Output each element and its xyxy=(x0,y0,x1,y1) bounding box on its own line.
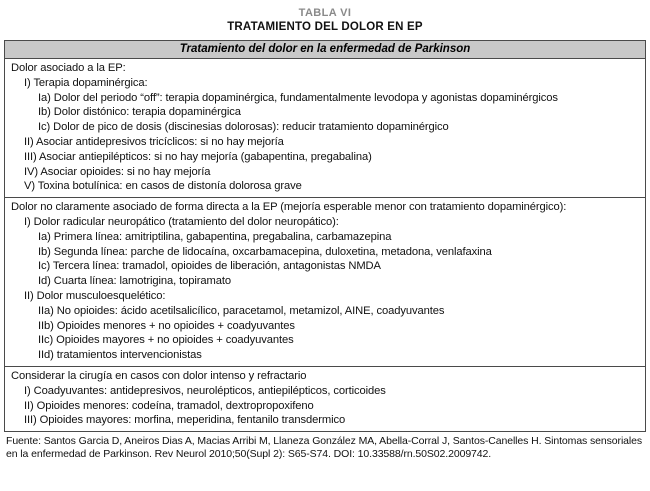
table-caption xyxy=(4,6,646,34)
table-line: III) Opioides mayores: morfina, meperidina, fentanilo transdermico xyxy=(24,414,346,427)
table-body xyxy=(5,59,645,431)
table-line: IId) tratamientos intervencionistas xyxy=(38,349,202,362)
table-line: Dolor no claramente asociado de forma directa a la EP (mejoría esperable menor con tratamiento dopaminérgico): xyxy=(11,201,567,214)
table-section xyxy=(5,198,645,367)
table-line: Ic) Dolor de pico de dosis (discinesias dolorosas): reducir tratamiento dopaminérgico xyxy=(38,121,449,134)
table-line: I) Terapia dopaminérgica: xyxy=(24,76,148,89)
table-line: I) Coadyuvantes: antidepresivos, neurolépticos, antiepilépticos, corticoides xyxy=(24,384,386,397)
table-header-row: Tratamiento del dolor en la enfermedad de Parkinson xyxy=(5,41,645,59)
table-line: II) Dolor musculoesquelético: xyxy=(24,289,166,302)
table-line: Ia) Dolor del periodo “off”: terapia dopaminérgica, fundamentalmente levodopa y agonistas dopaminérgicos xyxy=(38,91,558,104)
table-number: TABLA VI xyxy=(298,7,352,19)
table-title: TRATAMIENTO DEL DOLOR EN EP xyxy=(227,21,423,33)
table-line: III) Asociar antiepilépticos: si no hay mejoría (gabapentina, pregabalina) xyxy=(24,150,372,163)
table-line: II) Asociar antidepresivos tricíclicos: si no hay mejoría xyxy=(24,135,284,148)
table-line: Dolor asociado a la EP: xyxy=(11,62,126,74)
table-section xyxy=(5,59,645,198)
table-line: Id) Cuarta línea: lamotrigina, topiramato xyxy=(38,275,232,288)
table-line: Ib) Dolor distónico: terapia dopaminérgica xyxy=(38,106,241,119)
table-line: V) Toxina botulínica: en casos de distonía dolorosa grave xyxy=(24,180,302,193)
table-line: IIc) Opioides mayores + no opioides + coadyuvantes xyxy=(38,334,294,347)
table-line: Ia) Primera línea: amitriptilina, gabapentina, pregabalina, carbamazepina xyxy=(38,230,392,243)
source-note: Fuente: Santos Garcia D, Aneiros Dias A, Macias Arribi M, Llaneza González MA, Abella-Corral J, Santos-Canelles H. Sintomas sensoriales en la enfermedad de Parkinson. Rev Neurol 2010;50(Supl 2): S65-S74. DOI: 10.33588/rn.50S02.2009742. xyxy=(6,435,643,460)
table-line: IIa) No opioides: ácido acetilsalicílico, paracetamol, metamizol, AINE, coadyuvantes xyxy=(38,304,445,317)
table-line: IIb) Opioides menores + no opioides + coadyuvantes xyxy=(38,319,295,332)
table-line: Considerar la cirugía en casos con dolor intenso y refractario xyxy=(11,369,307,382)
pain-treatment-table xyxy=(4,40,646,432)
table-line: I) Dolor radicular neuropático (tratamiento del dolor neuropático): xyxy=(24,215,339,228)
table-line: Ic) Tercera línea: tramadol, opioides de liberación, antagonistas NMDA xyxy=(38,260,381,273)
table-section xyxy=(5,367,645,431)
table-line: IV) Asociar opioides: si no hay mejoría xyxy=(24,165,211,178)
table-line: Ib) Segunda línea: parche de lidocaína, oxcarbamacepina, duloxetina, metadona, venlafaxina xyxy=(38,245,492,258)
table-line: II) Opioides menores: codeína, tramadol, dextropropoxifeno xyxy=(24,399,314,412)
